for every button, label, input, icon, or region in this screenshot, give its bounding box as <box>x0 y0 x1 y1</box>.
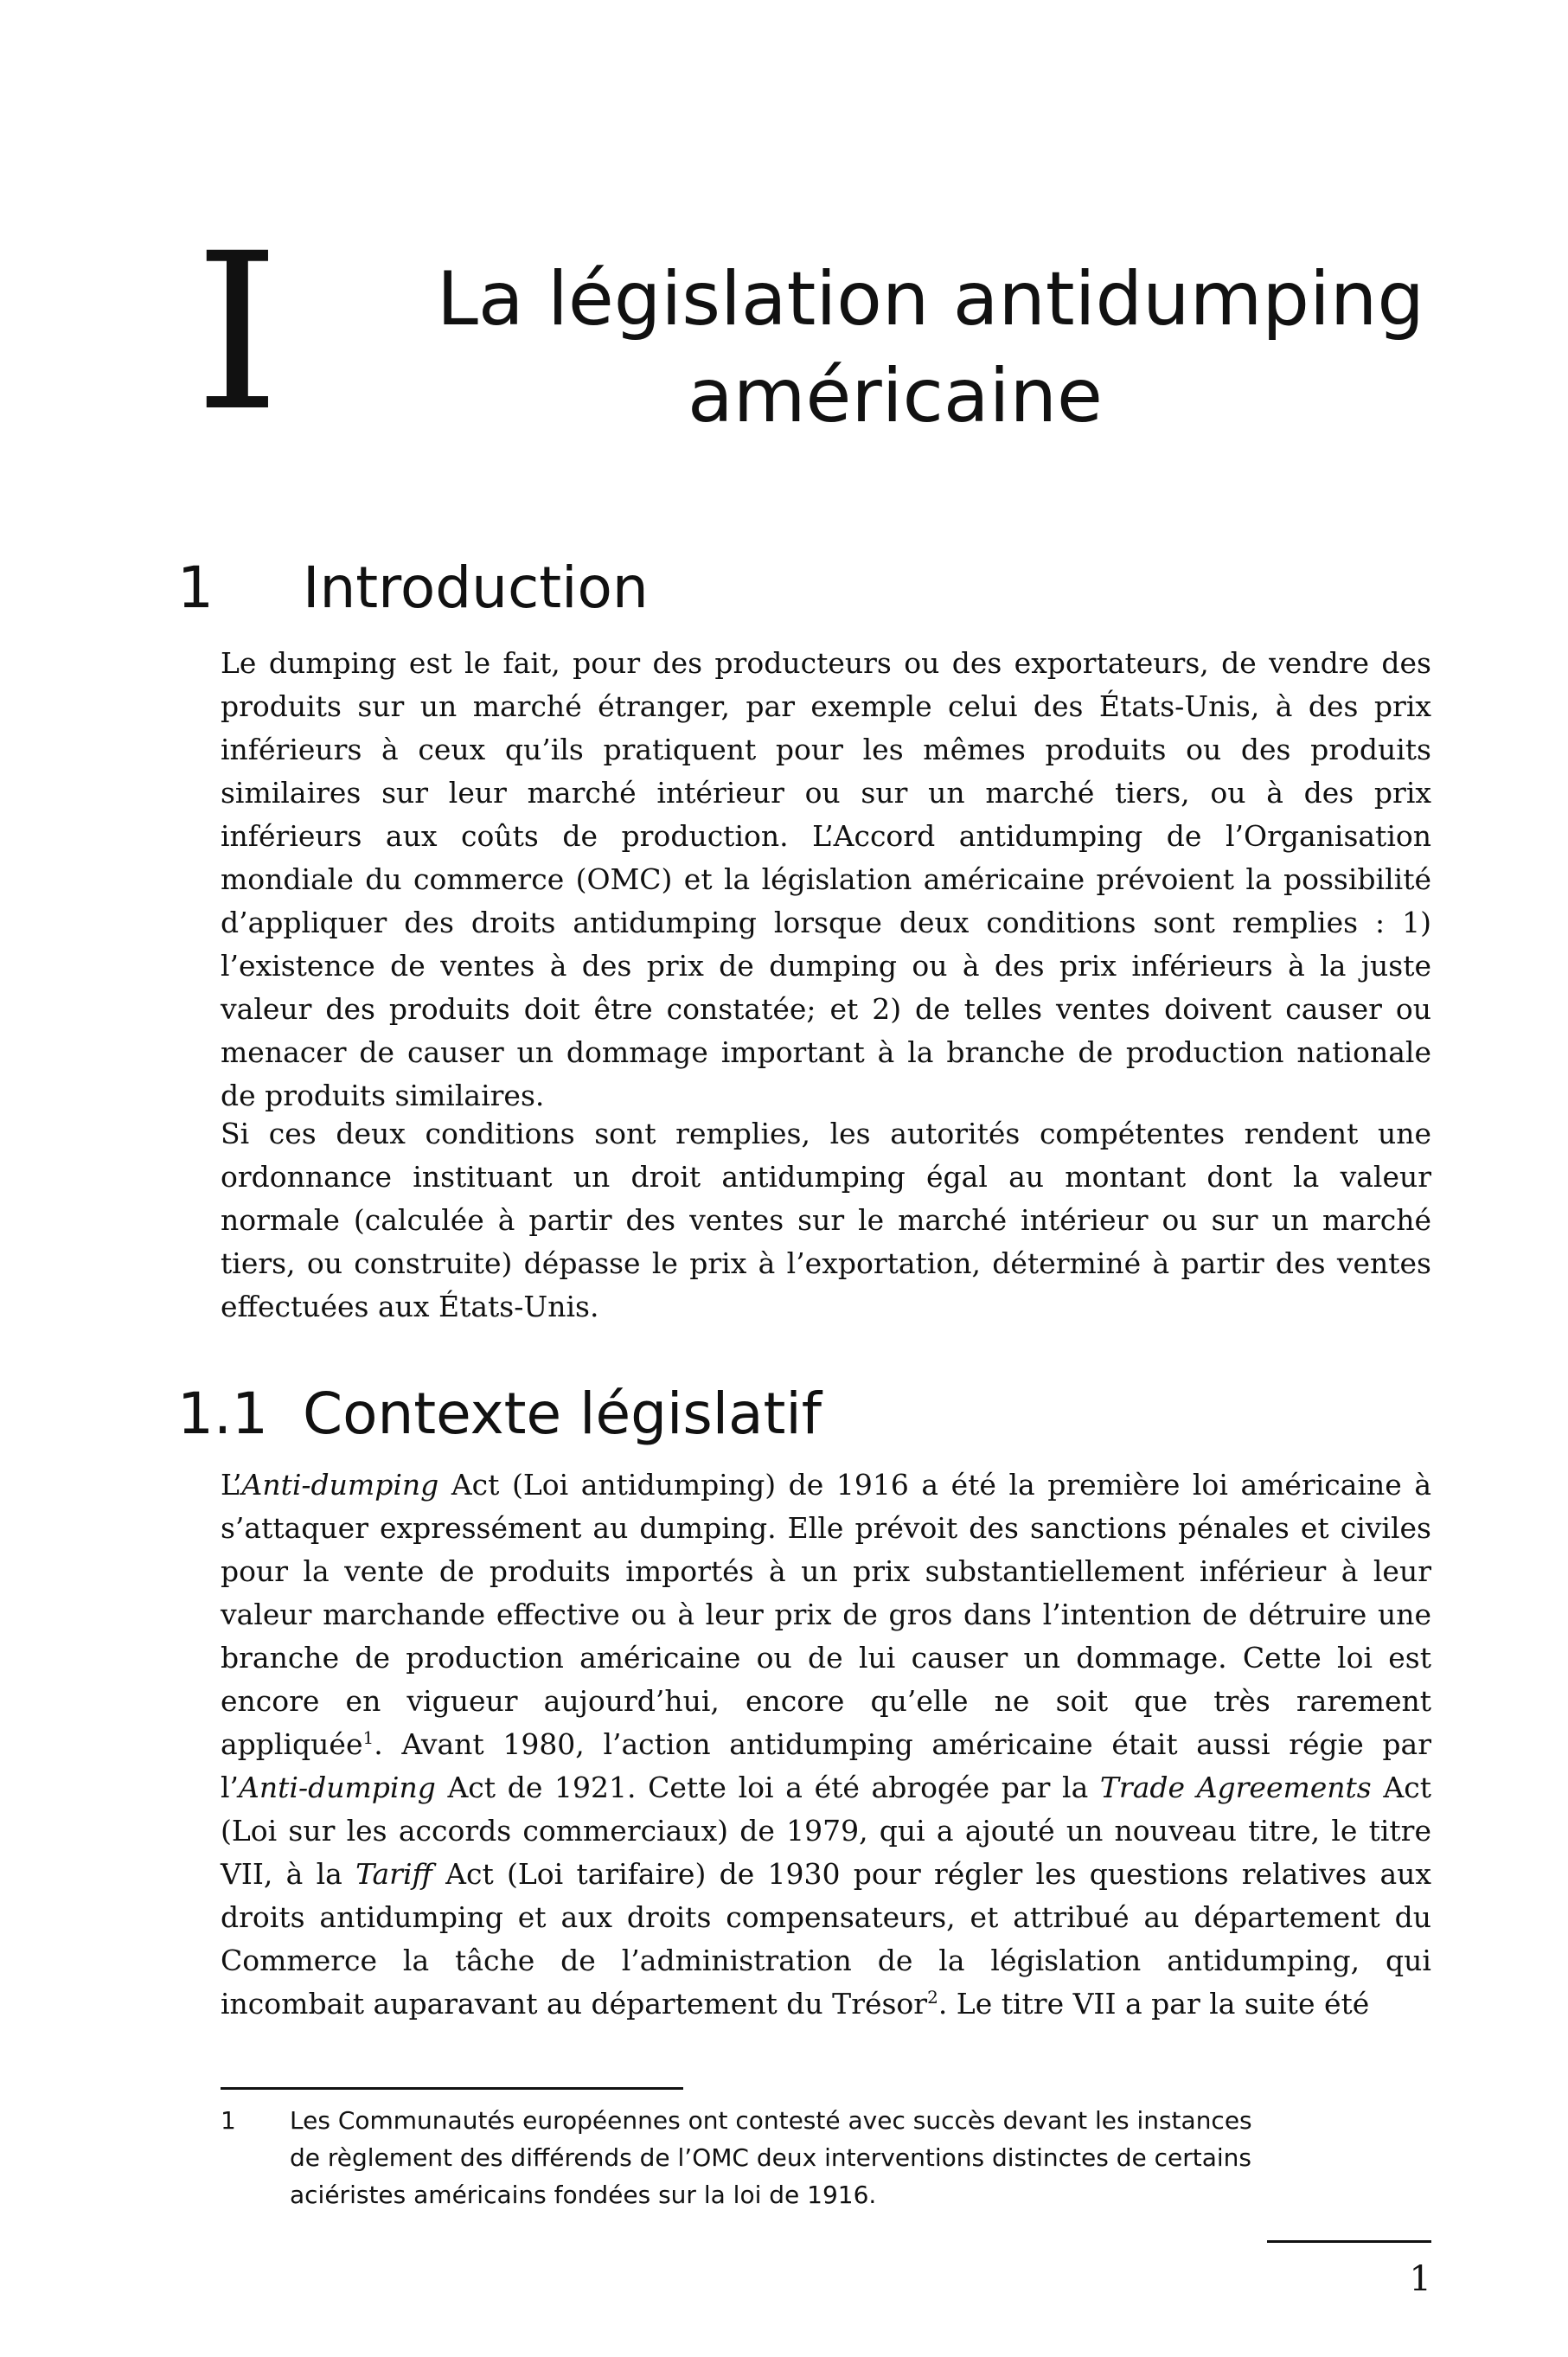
section-heading-introduction <box>177 554 649 623</box>
body-paragraph: Le dumping est le fait, pour des producteurs ou des exportateurs, de vendre des produits sur un marché étranger, par exemple celui des États-Unis, à des prix inférieurs à ceux qu’ils pratiquent pour les mêmes produits ou des produits similaires sur leur marché intérieur ou sur un marché tiers, ou à des prix inférieurs aux coûts de production. L’Accord antidumping de l’Organisation mondiale du commerce (OMC) et la législation américaine prévoient la possibilité d’appliquer des droits antidumping lorsque deux conditions sont remplies : 1) l’existence de ventes à des prix de dumping ou à des prix inférieurs à la juste valeur des produits doit être constatée; et 2) de telles ventes doivent causer ou menacer de causer un dommage important à la branche de production nationale de produits similaires. <box>221 646 1431 1112</box>
footnote-number: 1 <box>221 2106 236 2135</box>
chapter-title-line-1: La législation antidumping <box>437 256 1424 343</box>
italic-run: Trade Agreements <box>1099 1771 1372 1804</box>
footnote-ref[interactable]: 2 <box>927 1987 938 2008</box>
text-run: Act (Loi sur les accords commerciaux) de 1979, qui a ajouté un nouveau titre, le titre VII, à la <box>221 1771 1431 1891</box>
text-run: Act (Loi antidumping) de 1916 a été la première loi américaine à s’attaquer expressément au dumping. Elle prévoit des sanctions pénales et civiles pour la vente de produits importés à un prix substantiellement inférieur à leur valeur marchande effective ou à leur prix de gros dans l’intention de détruire une branche de production américaine ou de lui causer un dommage. Cette loi est encore en vigueur aujourd’hui, encore qu’elle ne soit que très rarement appliquée <box>221 1468 1431 1761</box>
italic-run: Tariff <box>355 1857 432 1891</box>
page-number: 1 <box>1409 2259 1431 2299</box>
text-run: Act (Loi tarifaire) de 1930 pour régler les questions relatives aux droits antidumping et aux droits compensateurs, et attribué au département du Commerce la tâche de l’administration de la législation antidumping, qui incombait auparavant au département du Trésor <box>221 1857 1432 2021</box>
section-title: Contexte législatif <box>303 1380 822 1447</box>
chapter-title <box>437 251 1509 445</box>
page-number-rule <box>1267 2240 1431 2243</box>
footnote-divider <box>221 2087 683 2090</box>
text-run: . Le titre VII a par la suite été <box>938 1987 1370 2021</box>
footnote-text: Les Communautés européennes ont contesté avec succès devant les instances de règlement des différends de l’OMC deux interventions distinctes de certains aciéristes américains fondées sur la loi de 1916. <box>290 2106 1252 2209</box>
italic-run: Anti-dumping <box>239 1771 436 1804</box>
chapter-title-line-2: américaine <box>688 353 1103 439</box>
body-paragraph: Si ces deux conditions sont remplies, les autorités compétentes rendent une ordonnance instituant un droit antidumping égal au montant dont la valeur normale (calculée à partir des ventes sur le marché intérieur ou sur un marché tiers, ou construite) dépasse le prix à l’exportation, déterminé à partir des ventes effectuées aux États-Unis. <box>221 1117 1431 1323</box>
text-run: . Avant 1980, l’action antidumping américaine était aussi régie par l’ <box>221 1727 1431 1804</box>
section-heading-contexte-legislatif <box>177 1380 822 1449</box>
italic-run: Anti-dumping <box>241 1468 439 1502</box>
section-number: 1.1 <box>177 1380 268 1447</box>
section-number: 1 <box>177 554 214 621</box>
text-run: L’ <box>221 1468 242 1502</box>
footnote-ref[interactable]: 1 <box>362 1727 374 1748</box>
section-title: Introduction <box>303 554 649 621</box>
text-run: Act de 1921. Cette loi a été abrogée par la <box>435 1771 1100 1804</box>
chapter-header <box>195 207 1424 458</box>
chapter-numeral: I <box>195 207 280 458</box>
body-paragraph <box>221 1464 1431 2026</box>
